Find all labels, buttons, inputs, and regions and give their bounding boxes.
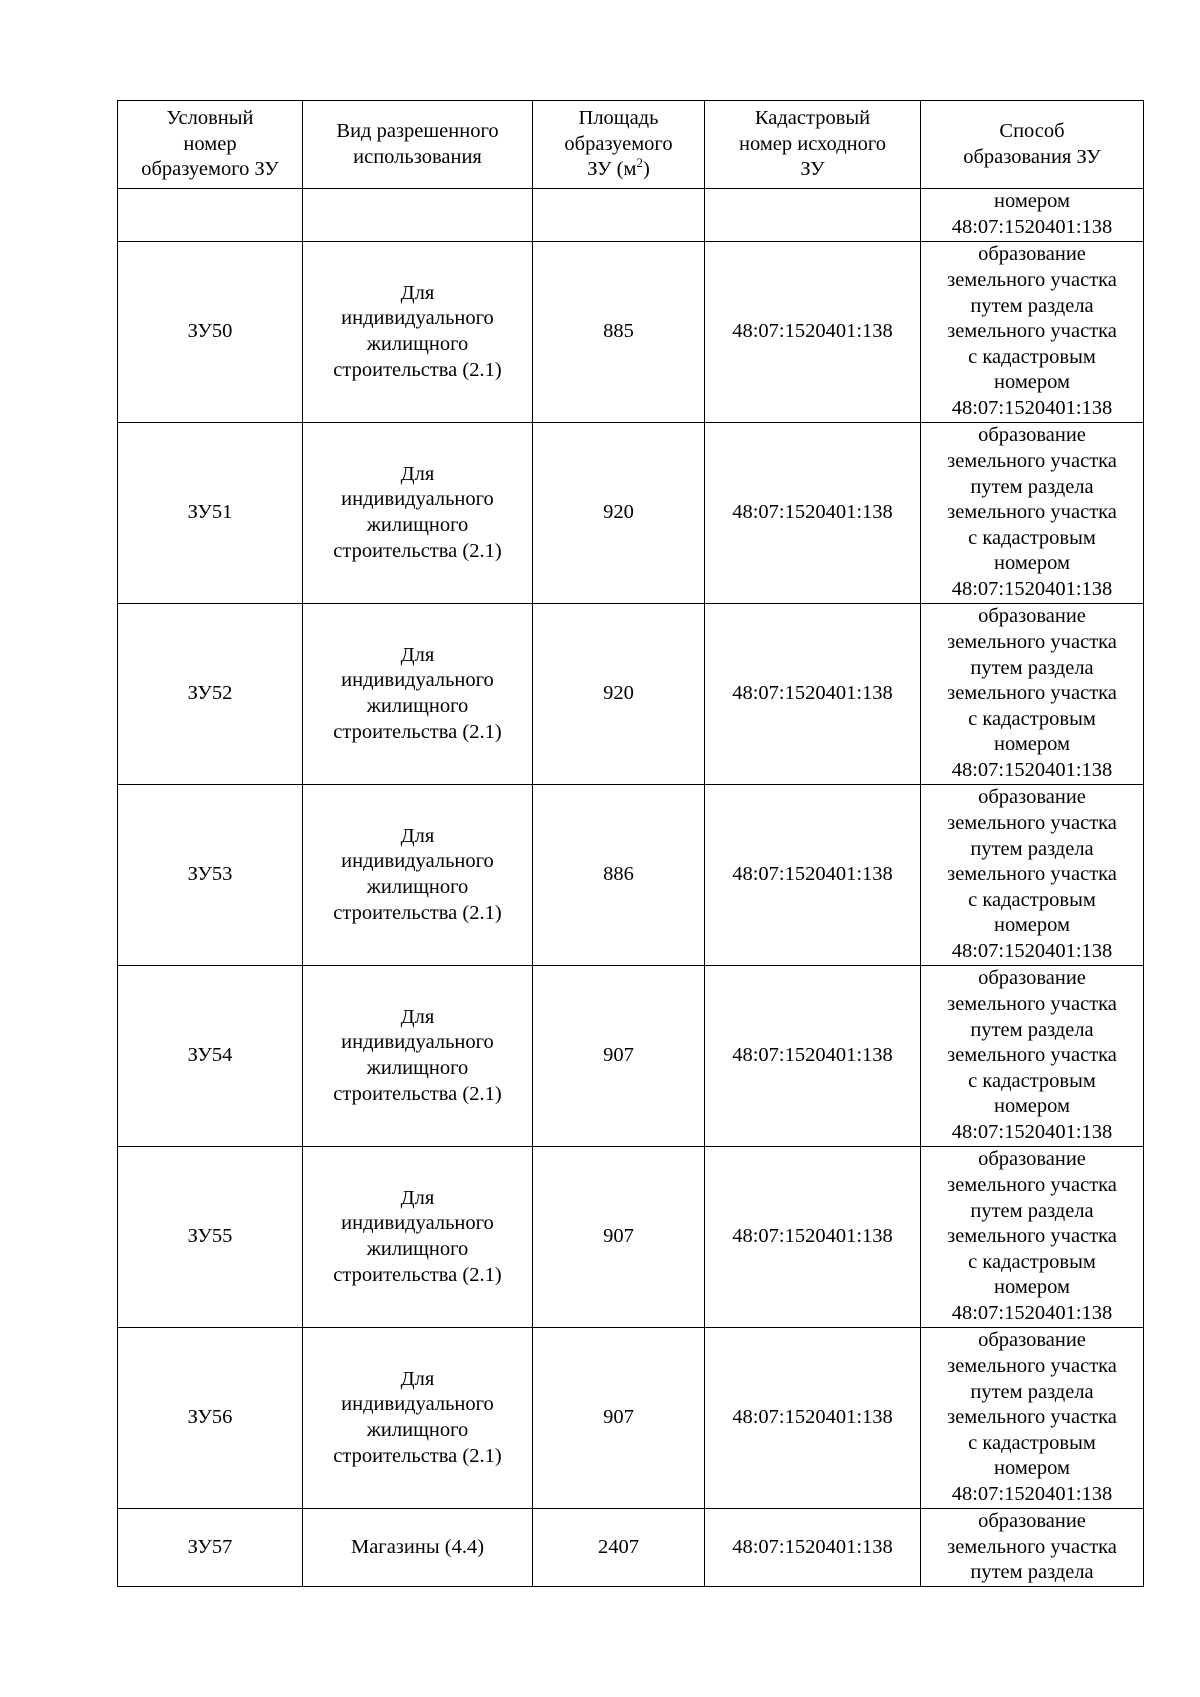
header-area-superscript: 2 bbox=[636, 155, 643, 171]
table-row bbox=[118, 785, 1144, 966]
cell-source-cadastral: 48:07:1520401:138 bbox=[705, 1147, 921, 1328]
cell-formation-method: образование земельного участка путем раздела земельного участка с кадастровым номером 48:07:1520401:138 bbox=[921, 1147, 1144, 1328]
header-plot-number: Условный номер образуемого ЗУ bbox=[118, 101, 303, 189]
cell-plot-number: ЗУ52 bbox=[118, 604, 303, 785]
cell-formation-method: образование земельного участка путем раздела земельного участка с кадастровым номером 48:07:1520401:138 bbox=[921, 242, 1144, 423]
land-plots-table bbox=[117, 100, 1144, 1587]
cell-plot-number: ЗУ53 bbox=[118, 785, 303, 966]
table-row-continuation bbox=[118, 189, 1144, 242]
cell-source-cadastral: 48:07:1520401:138 bbox=[705, 1328, 921, 1509]
cell-formation-method: образование земельного участка путем раздела земельного участка с кадастровым номером 48:07:1520401:138 bbox=[921, 604, 1144, 785]
cell-source-cadastral: 48:07:1520401:138 bbox=[705, 423, 921, 604]
cell-permitted-use: Для индивидуального жилищного строительства (2.1) bbox=[303, 966, 533, 1147]
cell-area: 886 bbox=[533, 785, 705, 966]
table-row bbox=[118, 604, 1144, 785]
header-source-cadastral: Кадастровый номер исходного ЗУ bbox=[705, 101, 921, 189]
cell-area: 920 bbox=[533, 604, 705, 785]
cell-area: 907 bbox=[533, 1147, 705, 1328]
table-row bbox=[118, 1328, 1144, 1509]
cell-permitted-use bbox=[303, 189, 533, 242]
cell-permitted-use: Для индивидуального жилищного строительства (2.1) bbox=[303, 1328, 533, 1509]
cell-formation-method: номером 48:07:1520401:138 bbox=[921, 189, 1144, 242]
cell-formation-method: образование земельного участка путем раздела bbox=[921, 1509, 1144, 1587]
cell-plot-number: ЗУ55 bbox=[118, 1147, 303, 1328]
cell-permitted-use: Для индивидуального жилищного строительства (2.1) bbox=[303, 242, 533, 423]
cell-plot-number: ЗУ51 bbox=[118, 423, 303, 604]
cell-formation-method: образование земельного участка путем раздела земельного участка с кадастровым номером 48:07:1520401:138 bbox=[921, 966, 1144, 1147]
cell-plot-number: ЗУ57 bbox=[118, 1509, 303, 1587]
cell-plot-number: ЗУ50 bbox=[118, 242, 303, 423]
cell-formation-method: образование земельного участка путем раздела земельного участка с кадастровым номером 48:07:1520401:138 bbox=[921, 1328, 1144, 1509]
cell-area: 920 bbox=[533, 423, 705, 604]
table-row bbox=[118, 1147, 1144, 1328]
header-permitted-use: Вид разрешенного использования bbox=[303, 101, 533, 189]
cell-area: 2407 bbox=[533, 1509, 705, 1587]
cell-area bbox=[533, 189, 705, 242]
header-area-label: Площадь образуемого ЗУ (м bbox=[564, 107, 673, 181]
cell-permitted-use: Для индивидуального жилищного строительства (2.1) bbox=[303, 785, 533, 966]
cell-source-cadastral: 48:07:1520401:138 bbox=[705, 1509, 921, 1587]
cell-formation-method: образование земельного участка путем раздела земельного участка с кадастровым номером 48:07:1520401:138 bbox=[921, 785, 1144, 966]
cell-plot-number: ЗУ56 bbox=[118, 1328, 303, 1509]
table-row bbox=[118, 242, 1144, 423]
cell-source-cadastral: 48:07:1520401:138 bbox=[705, 966, 921, 1147]
table-header-row bbox=[118, 101, 1144, 189]
header-formation-method: Способ образования ЗУ bbox=[921, 101, 1144, 189]
table-row bbox=[118, 423, 1144, 604]
cell-area: 907 bbox=[533, 1328, 705, 1509]
cell-permitted-use: Для индивидуального жилищного строительства (2.1) bbox=[303, 1147, 533, 1328]
cell-permitted-use: Магазины (4.4) bbox=[303, 1509, 533, 1587]
cell-plot-number: ЗУ54 bbox=[118, 966, 303, 1147]
cell-source-cadastral: 48:07:1520401:138 bbox=[705, 242, 921, 423]
header-area bbox=[533, 101, 705, 189]
cell-permitted-use: Для индивидуального жилищного строительства (2.1) bbox=[303, 423, 533, 604]
cell-permitted-use: Для индивидуального жилищного строительства (2.1) bbox=[303, 604, 533, 785]
table-body bbox=[118, 189, 1144, 1587]
cell-source-cadastral: 48:07:1520401:138 bbox=[705, 604, 921, 785]
header-area-close: ) bbox=[642, 158, 650, 181]
table-row bbox=[118, 1509, 1144, 1587]
cell-source-cadastral bbox=[705, 189, 921, 242]
cell-plot-number bbox=[118, 189, 303, 242]
cell-source-cadastral: 48:07:1520401:138 bbox=[705, 785, 921, 966]
cell-formation-method: образование земельного участка путем раздела земельного участка с кадастровым номером 48:07:1520401:138 bbox=[921, 423, 1144, 604]
table-row bbox=[118, 966, 1144, 1147]
cell-area: 907 bbox=[533, 966, 705, 1147]
cell-area: 885 bbox=[533, 242, 705, 423]
